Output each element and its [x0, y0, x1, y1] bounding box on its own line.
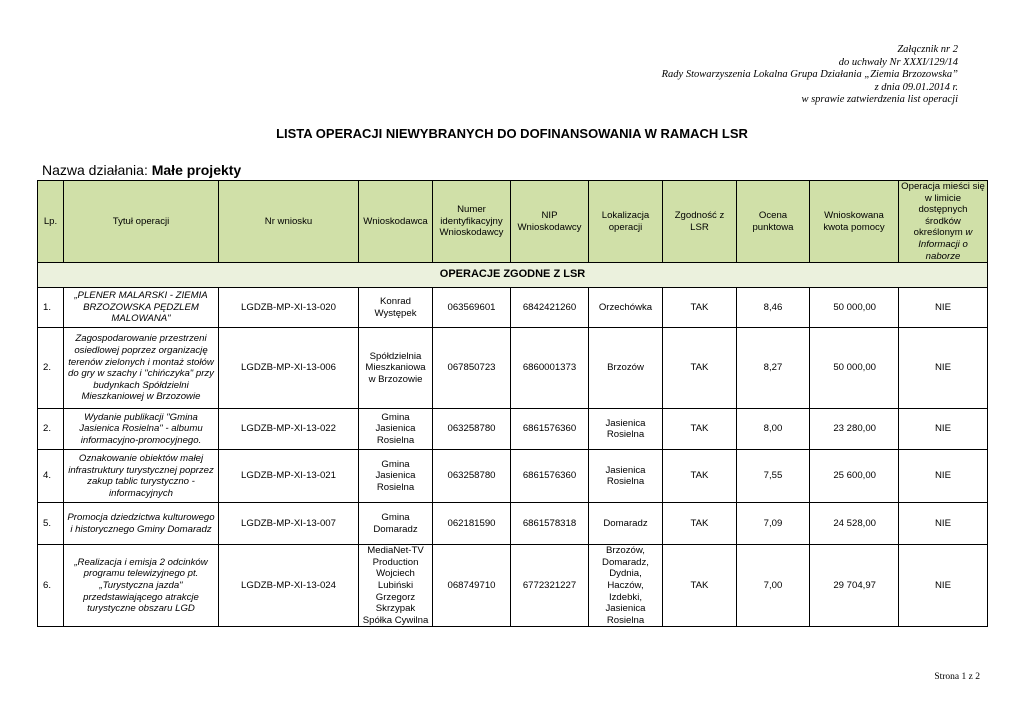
cell-id-number: 063569601	[433, 288, 511, 328]
cell-applicant: Gmina Jasienica Rosielna	[359, 450, 433, 503]
cell-score: 8,46	[737, 288, 810, 328]
page-number: Strona 1 z 2	[934, 672, 980, 682]
annex-council: Rady Stowarzyszenia Lokalna Grupa Działania „Ziemia Brzozowska”	[661, 69, 958, 81]
header-within-limit-italic: w Informacji o naborze	[918, 227, 973, 262]
cell-application-no: LGDZB-MP-XI-13-021	[219, 450, 359, 503]
cell-title: „Realizacja i emisja 2 odcinków programu telewizyjnego pt. „Turystyczna jazda" przedstawiającego atrakcje turystyczne obszaru LGD	[64, 545, 219, 627]
cell-nip: 6861576360	[511, 450, 589, 503]
header-application-no: Nr wniosku	[219, 181, 359, 263]
cell-id-number: 062181590	[433, 503, 511, 545]
cell-applicant: Konrad Występek	[359, 288, 433, 328]
cell-location: Brzozów	[589, 328, 663, 409]
cell-nip: 6861576360	[511, 409, 589, 450]
cell-within-limit: NIE	[899, 409, 988, 450]
cell-compliance: TAK	[663, 450, 737, 503]
cell-applicant: Spółdzielnia Mieszkaniowa w Brzozowie	[359, 328, 433, 409]
header-applicant: Wnioskodawca	[359, 181, 433, 263]
action-name-line	[42, 162, 241, 178]
header-score: Ocena punktowa	[737, 181, 810, 263]
cell-location: Jasienica Rosielna	[589, 409, 663, 450]
header-nip: NIP Wnioskodawcy	[511, 181, 589, 263]
cell-id-number: 063258780	[433, 409, 511, 450]
cell-application-no: LGDZB-MP-XI-13-022	[219, 409, 359, 450]
operations-table	[37, 180, 988, 627]
cell-score: 7,00	[737, 545, 810, 627]
header-within-limit	[899, 181, 988, 263]
annex-header	[662, 44, 958, 107]
annex-number: Załącznik nr 2	[897, 44, 958, 55]
cell-compliance: TAK	[663, 545, 737, 627]
cell-location: Orzechówka	[589, 288, 663, 328]
table-row	[38, 409, 988, 450]
header-id-number: Numer identyfikacyjny Wnioskodawcy	[433, 181, 511, 263]
header-compliance: Zgodność z LSR	[663, 181, 737, 263]
section-row	[38, 263, 988, 288]
cell-application-no: LGDZB-MP-XI-13-020	[219, 288, 359, 328]
table-row	[38, 503, 988, 545]
cell-amount: 23 280,00	[810, 409, 899, 450]
cell-title: Zagospodarowanie przestrzeni osiedlowej poprzez organizację terenów zielonych i montaż stołów do gry w szachy i "chińczyka" przy budynkach Spółdzielni Mieszkaniowej w Brzozowie	[64, 328, 219, 409]
cell-compliance: TAK	[663, 503, 737, 545]
table-header-row	[38, 181, 988, 263]
cell-score: 7,09	[737, 503, 810, 545]
cell-score: 7,55	[737, 450, 810, 503]
cell-compliance: TAK	[663, 328, 737, 409]
cell-id-number: 067850723	[433, 328, 511, 409]
annex-resolution: do uchwały Nr XXXI/129/14	[838, 56, 958, 68]
cell-within-limit: NIE	[899, 328, 988, 409]
cell-lp: 5.	[38, 503, 64, 545]
header-title: Tytuł operacji	[64, 181, 219, 263]
cell-within-limit: NIE	[899, 545, 988, 627]
table-row	[38, 288, 988, 328]
cell-nip: 6772321227	[511, 545, 589, 627]
cell-title: Promocja dziedzictwa kulturowego i historycznego Gminy Domaradz	[64, 503, 219, 545]
annex-date: z dnia 09.01.2014 r.	[874, 81, 958, 93]
document-title: LISTA OPERACJI NIEWYBRANYCH DO DOFINANSOWANIA W RAMACH LSR	[276, 126, 748, 141]
cell-nip: 6842421260	[511, 288, 589, 328]
annex-subject: w sprawie zatwierdzenia list operacji	[801, 94, 958, 106]
header-location: Lokalizacja operacji	[589, 181, 663, 263]
cell-nip: 6860001373	[511, 328, 589, 409]
cell-location: Jasienica Rosielna	[589, 450, 663, 503]
cell-title: Oznakowanie obiektów małej infrastruktury turystycznej poprzez zakup tablic turystyczno - informacyjnych	[64, 450, 219, 503]
header-within-limit-text: Operacja mieści się w limicie dostępnych środków określonym	[901, 181, 985, 239]
section-label: OPERACJE ZGODNE Z LSR	[38, 263, 988, 288]
cell-score: 8,00	[737, 409, 810, 450]
cell-within-limit: NIE	[899, 450, 988, 503]
table-row	[38, 328, 988, 409]
cell-lp: 2.	[38, 409, 64, 450]
cell-title: Wydanie publikacji "Gmina Jasienica Rosielna" - albumu informacyjno-promocyjnego.	[64, 409, 219, 450]
cell-application-no: LGDZB-MP-XI-13-006	[219, 328, 359, 409]
cell-compliance: TAK	[663, 409, 737, 450]
cell-nip: 6861578318	[511, 503, 589, 545]
cell-applicant: Gmina Jasienica Rosielna	[359, 409, 433, 450]
cell-lp: 6.	[38, 545, 64, 627]
cell-lp: 1.	[38, 288, 64, 328]
cell-applicant: Gmina Domaradz	[359, 503, 433, 545]
cell-id-number: 063258780	[433, 450, 511, 503]
cell-amount: 50 000,00	[810, 288, 899, 328]
cell-applicant: MediaNet-TV Production Wojciech Lubiński Grzegorz Skrzypak Spółka Cywilna	[359, 545, 433, 627]
cell-id-number: 068749710	[433, 545, 511, 627]
header-amount: Wnioskowana kwota pomocy	[810, 181, 899, 263]
cell-within-limit: NIE	[899, 503, 988, 545]
table-row	[38, 545, 988, 627]
cell-location: Domaradz	[589, 503, 663, 545]
action-value: Małe projekty	[151, 162, 242, 178]
cell-application-no: LGDZB-MP-XI-13-024	[219, 545, 359, 627]
action-label: Nazwa działania:	[42, 162, 148, 178]
table-row	[38, 450, 988, 503]
cell-amount: 25 600,00	[810, 450, 899, 503]
cell-title: „PLENER MALARSKI - ZIEMIA BRZOZOWSKA PĘDZLEM MALOWANA"	[64, 288, 219, 328]
cell-lp: 4.	[38, 450, 64, 503]
cell-amount: 29 704,97	[810, 545, 899, 627]
cell-amount: 50 000,00	[810, 328, 899, 409]
cell-lp: 2.	[38, 328, 64, 409]
cell-within-limit: NIE	[899, 288, 988, 328]
cell-compliance: TAK	[663, 288, 737, 328]
cell-location: Brzozów, Domaradz, Dydnia, Haczów, Izdebki, Jasienica Rosielna	[589, 545, 663, 627]
cell-application-no: LGDZB-MP-XI-13-007	[219, 503, 359, 545]
header-lp: Lp.	[38, 181, 64, 263]
cell-amount: 24 528,00	[810, 503, 899, 545]
cell-score: 8,27	[737, 328, 810, 409]
